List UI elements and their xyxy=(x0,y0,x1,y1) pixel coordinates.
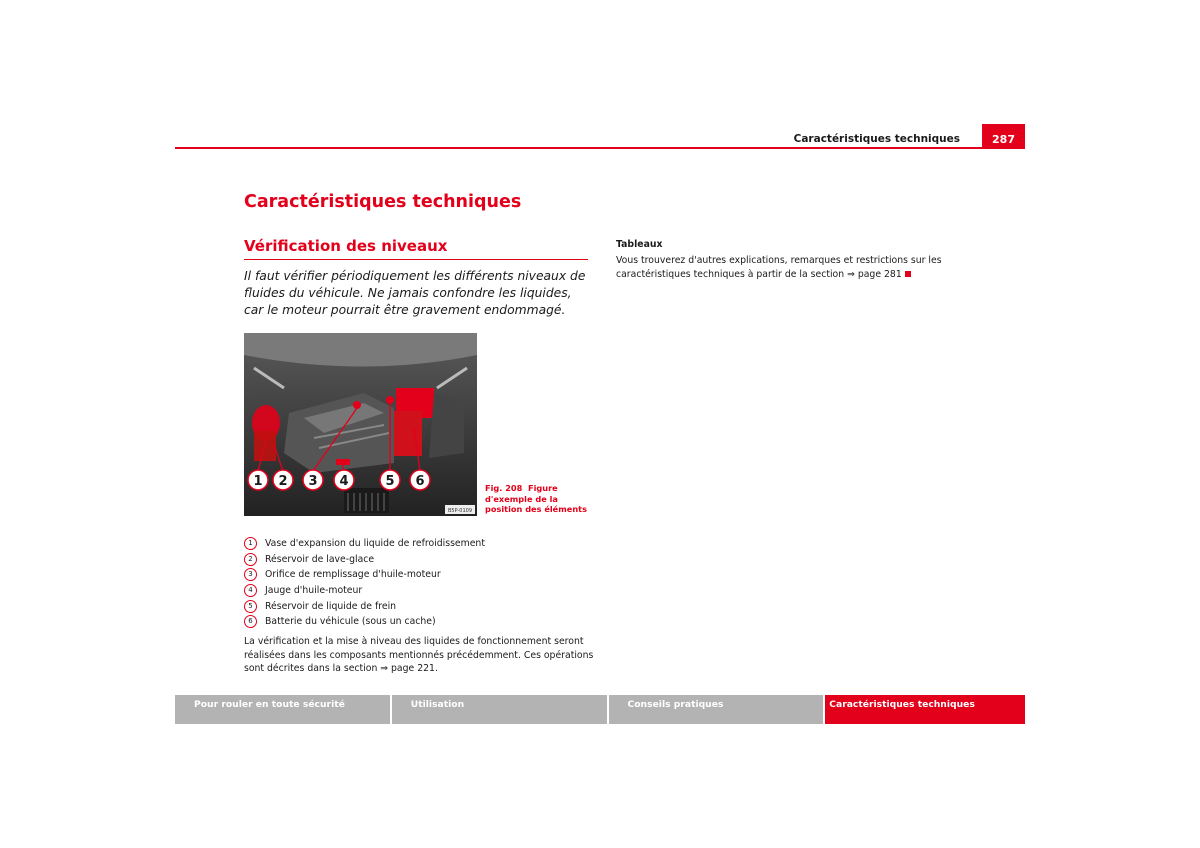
marker-2 xyxy=(273,470,293,490)
number-badge: 6 xyxy=(244,615,257,628)
list-item-text: Orifice de remplissage d'huile-moteur xyxy=(265,569,441,581)
number-badge: 4 xyxy=(244,584,257,597)
list-item xyxy=(244,567,594,583)
list-item xyxy=(244,583,594,599)
svg-text:6: 6 xyxy=(415,474,425,489)
running-header: Caractéristiques techniques xyxy=(793,133,960,145)
legend-list xyxy=(244,536,594,630)
image-code: B5P-0109 xyxy=(447,508,473,514)
list-item-text: Réservoir de lave-glace xyxy=(265,553,375,565)
marker-6 xyxy=(410,470,430,490)
list-item-text: Batterie du véhicule (sous un cache) xyxy=(265,616,436,628)
page-number: 287 xyxy=(982,124,1025,148)
body-paragraph: La vérification et la mise à niveau des liquides de fonctionnement seront réalisées dans les composants mentionnés précédemment. Ces opérations sont décrites dans la section ⇒ page 221. xyxy=(244,636,594,674)
engine-bay-illustration xyxy=(244,333,477,516)
list-item xyxy=(244,552,594,568)
list-item xyxy=(244,614,594,630)
number-badge: 1 xyxy=(244,537,257,550)
list-item xyxy=(244,536,594,552)
section-title: Vérification des niveaux xyxy=(244,237,448,255)
number-badge: 5 xyxy=(244,600,257,613)
engine-bay-figure xyxy=(244,333,477,516)
svg-text:5: 5 xyxy=(385,474,395,489)
marker-4 xyxy=(334,470,354,490)
svg-text:3: 3 xyxy=(308,474,318,489)
section-rule xyxy=(244,259,588,260)
list-item xyxy=(244,598,594,614)
figure-caption-title: Figure d'exemple de la position des éléments xyxy=(485,483,587,514)
tab-caracteristiques[interactable]: Caractéristiques techniques xyxy=(825,695,1025,724)
svg-text:4: 4 xyxy=(339,474,349,489)
list-item-text: Vase d'expansion du liquide de refroidissement xyxy=(265,538,485,550)
svg-text:2: 2 xyxy=(278,474,288,489)
chapter-tabs xyxy=(175,695,1025,724)
number-badge: 2 xyxy=(244,553,257,566)
tables-heading: Tableaux xyxy=(616,239,663,250)
marker-1 xyxy=(248,470,268,490)
marker-5 xyxy=(380,470,400,490)
tab-securite[interactable]: Pour rouler en toute sécurité xyxy=(175,695,390,724)
figure-caption xyxy=(485,483,590,515)
tab-utilisation[interactable]: Utilisation xyxy=(392,695,607,724)
chapter-title: Caractéristiques techniques xyxy=(244,192,522,212)
header-rule xyxy=(175,147,1025,149)
tab-conseils[interactable]: Conseils pratiques xyxy=(609,695,824,724)
list-item-text: Jauge d'huile-moteur xyxy=(265,585,363,597)
intro-text: Il faut vérifier périodiquement les différents niveaux de fluides du véhicule. Ne jamais confondre les liquides, car le moteur pourrait être gravement endommagé. xyxy=(244,269,586,317)
marker-3 xyxy=(303,470,323,490)
figure-caption-label: Fig. 208 xyxy=(485,483,523,493)
tables-paragraph-text: Vous trouverez d'autres explications, remarques et restrictions sur les caractéristiques techniques à partir de la section ⇒ page 281 xyxy=(616,255,942,280)
number-badge: 3 xyxy=(244,568,257,581)
tables-paragraph xyxy=(616,254,976,281)
svg-text:1: 1 xyxy=(253,474,263,489)
end-mark-icon xyxy=(905,271,911,277)
list-item-text: Réservoir de liquide de frein xyxy=(265,600,397,612)
